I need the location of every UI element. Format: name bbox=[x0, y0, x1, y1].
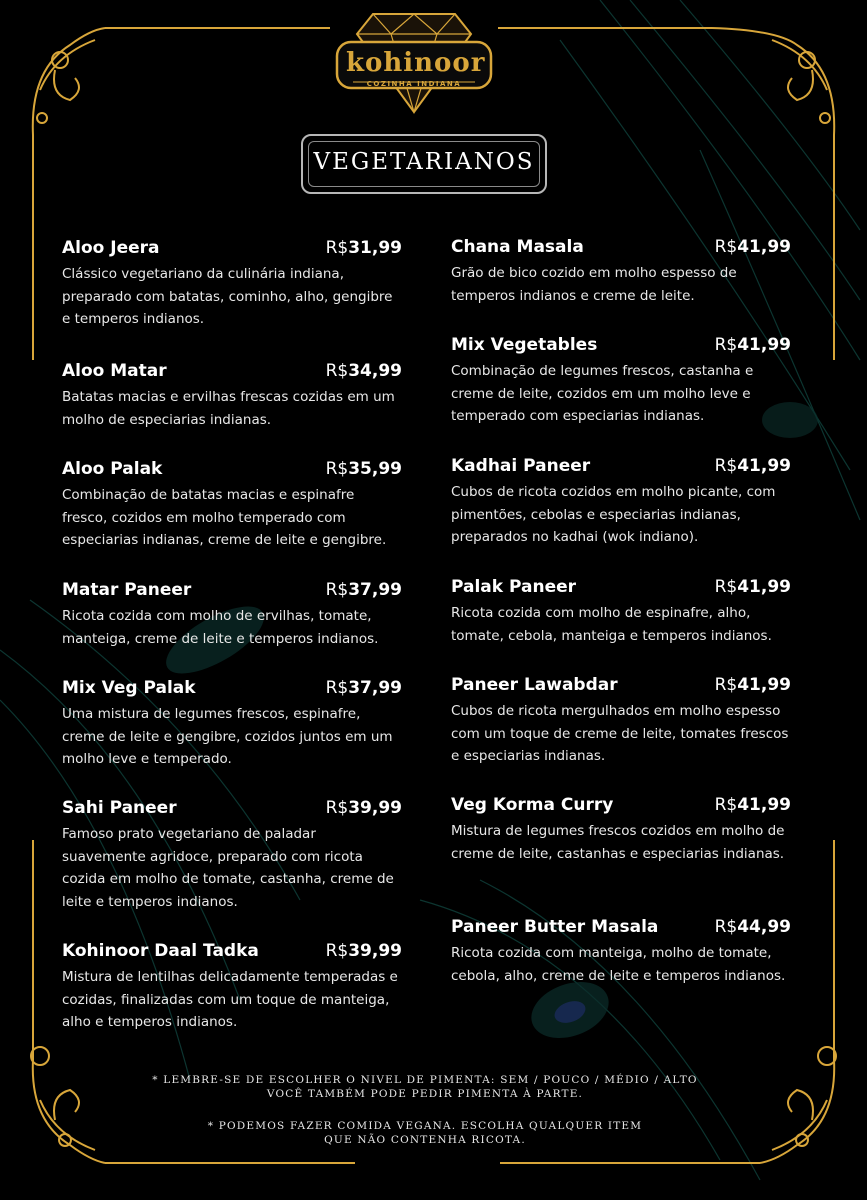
menu-item bbox=[62, 580, 402, 650]
menu-item bbox=[451, 795, 791, 865]
item-price: R$35,99 bbox=[325, 459, 402, 479]
section-title-box bbox=[301, 134, 547, 194]
item-price: R$41,99 bbox=[714, 675, 791, 695]
item-price: R$37,99 bbox=[325, 580, 402, 600]
item-price: R$37,99 bbox=[325, 678, 402, 698]
corner-ornament-icon bbox=[712, 28, 834, 135]
pepper-level-note bbox=[100, 1073, 750, 1101]
item-description: Famoso prato vegetariano de paladar suavemente agridoce, preparado com ricota cozida em molho de tomate, castanha, creme de leite e temperos indianos. bbox=[62, 826, 394, 910]
item-price: R$41,99 bbox=[714, 456, 791, 476]
corner-ornament-icon bbox=[33, 1060, 105, 1163]
menu-item bbox=[451, 335, 791, 428]
menu-item bbox=[62, 798, 402, 913]
item-name: Kadhai Paneer bbox=[451, 456, 591, 476]
item-description: Ricota cozida com manteiga, molho de tomate, cebola, alho, creme de leite e temperos indianos. bbox=[451, 945, 786, 984]
item-price: R$41,99 bbox=[714, 795, 791, 815]
vegan-note-line1: * PODEMOS FAZER COMIDA VEGANA. ESCOLHA QUALQUER ITEM bbox=[207, 1120, 643, 1132]
item-price: R$44,99 bbox=[714, 917, 791, 937]
item-name: Matar Paneer bbox=[62, 580, 192, 600]
corner-ornament-icon bbox=[760, 1060, 834, 1163]
item-name: Mix Veg Palak bbox=[62, 678, 196, 698]
item-price: R$41,99 bbox=[714, 577, 791, 597]
item-price: R$39,99 bbox=[325, 798, 402, 818]
item-name: Aloo Matar bbox=[62, 361, 167, 381]
item-name: Kohinoor Daal Tadka bbox=[62, 941, 259, 961]
item-price: R$41,99 bbox=[714, 335, 791, 355]
pepper-note-line1: * LEMBRE-SE DE ESCOLHER O NIVEL DE PIMENTA: SEM / POUCO / MÉDIO / ALTO bbox=[152, 1074, 698, 1086]
item-description: Cubos de ricota cozidos em molho picante, com pimentões, cebolas e especiarias indianas, preparados no kadhai (wok indiano). bbox=[451, 484, 776, 545]
item-name: Mix Vegetables bbox=[451, 335, 598, 355]
item-description: Combinação de legumes frescos, castanha e creme de leite, cozidos em um molho leve e temperado com especiarias indianas. bbox=[451, 363, 754, 424]
item-name: Paneer Butter Masala bbox=[451, 917, 659, 937]
vegan-note-line2: QUE NÃO CONTENHA RICOTA. bbox=[324, 1134, 526, 1146]
menu-item bbox=[62, 678, 402, 771]
brand-subtitle: COZINHA INDIANA bbox=[366, 80, 462, 88]
pepper-note-line2: VOCÊ TAMBÉM PODE PEDIR PIMENTA À PARTE. bbox=[266, 1088, 584, 1100]
item-price: R$31,99 bbox=[325, 238, 402, 258]
section-title: VEGETARIANOS bbox=[313, 149, 535, 175]
item-name: Palak Paneer bbox=[451, 577, 577, 597]
menu-item bbox=[62, 238, 402, 331]
item-description: Grão de bico cozido em molho espesso de temperos indianos e creme de leite. bbox=[451, 265, 737, 304]
vegan-note bbox=[100, 1119, 750, 1147]
menu-item bbox=[62, 361, 402, 431]
item-description: Uma mistura de legumes frescos, espinafre, creme de leite e gengibre, cozidos juntos em um molho leve e temperado. bbox=[62, 706, 393, 767]
item-name: Aloo Jeera bbox=[62, 238, 160, 258]
item-name: Aloo Palak bbox=[62, 459, 163, 479]
item-description: Ricota cozida com molho de espinafre, alho, tomate, cebola, manteiga e temperos indianos. bbox=[451, 605, 772, 644]
item-description: Clássico vegetariano da culinária indiana, preparado com batatas, cominho, alho, gengibre e temperos indianos. bbox=[62, 266, 393, 327]
menu-item bbox=[62, 941, 402, 1034]
menu-item bbox=[451, 237, 791, 307]
item-name: Veg Korma Curry bbox=[451, 795, 614, 815]
item-description: Mistura de legumes frescos cozidos em molho de creme de leite, castanhas e especiarias indianas. bbox=[451, 823, 785, 862]
corner-ornament-icon bbox=[33, 28, 105, 135]
menu-item bbox=[451, 917, 791, 987]
item-description: Ricota cozida com molho de ervilhas, tomate, manteiga, creme de leite e temperos indianos. bbox=[62, 608, 379, 647]
item-description: Cubos de ricota mergulhados em molho espesso com um toque de creme de leite, tomates frescos e especiarias indianas. bbox=[451, 703, 789, 764]
menu-item bbox=[451, 675, 791, 768]
item-description: Combinação de batatas macias e espinafre fresco, cozidos em molho temperado com especiarias indianas, creme de leite e gengibre. bbox=[62, 487, 387, 548]
item-price: R$34,99 bbox=[325, 361, 402, 381]
item-price: R$39,99 bbox=[325, 941, 402, 961]
item-description: Mistura de lentilhas delicadamente temperadas e cozidas, finalizadas com um toque de manteiga, alho e temperos indianos. bbox=[62, 969, 398, 1030]
brand-name: kohinoor bbox=[346, 48, 486, 78]
menu-item bbox=[451, 456, 791, 549]
item-name: Chana Masala bbox=[451, 237, 584, 257]
menu-item bbox=[62, 459, 402, 552]
item-description: Batatas macias e ervilhas frescas cozidas em um molho de especiarias indianas. bbox=[62, 389, 395, 428]
item-price: R$41,99 bbox=[714, 237, 791, 257]
item-name: Paneer Lawabdar bbox=[451, 675, 618, 695]
item-name: Sahi Paneer bbox=[62, 798, 177, 818]
menu-item bbox=[451, 577, 791, 647]
